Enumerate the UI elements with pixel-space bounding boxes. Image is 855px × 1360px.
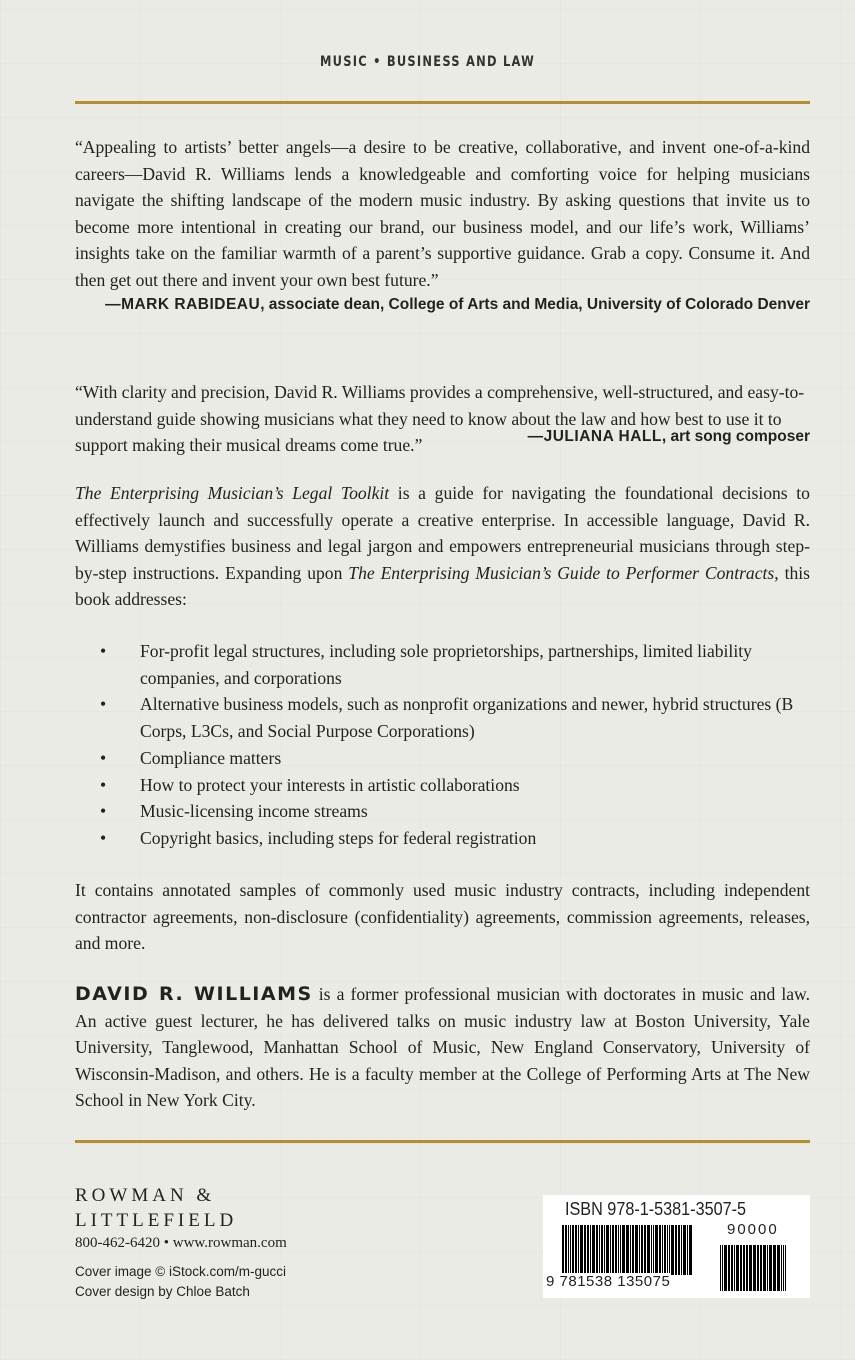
publisher-line-2: LITTLEFIELD [75, 1210, 238, 1231]
barcode-bar [592, 1225, 595, 1275]
cover-image-credit: Cover image © iStock.com/m-gucci [75, 1264, 287, 1279]
barcode-bar [618, 1225, 619, 1275]
blurb-attribution-1 [75, 296, 810, 314]
barcode-bar [736, 1245, 739, 1291]
barcode-bar [683, 1225, 686, 1275]
credits [75, 1262, 286, 1302]
barcode-bar [659, 1225, 661, 1275]
barcode-bar [565, 1225, 567, 1275]
barcode-bar [604, 1225, 605, 1275]
barcode-bar [687, 1225, 688, 1275]
barcode-bar [590, 1225, 591, 1275]
barcode-bar [757, 1245, 759, 1291]
barcode-bar [651, 1225, 652, 1275]
isbn-text: ISBN 978-1-5381-3507-5 [565, 1199, 747, 1219]
barcode-bar [664, 1225, 666, 1275]
barcode-bar [641, 1225, 643, 1275]
barcode-bar [632, 1225, 634, 1275]
list-item: • Alternative business models, such as nonprofit organizations and newer, hybrid structures (B Corps, L3Cs, and Social Purpose Corporations) [100, 691, 810, 744]
list-item: • Copyright basics, including steps for federal registration [100, 825, 810, 852]
barcode-bar [655, 1225, 658, 1275]
barcode-bar [575, 1225, 577, 1275]
author-bio [75, 981, 810, 1114]
attribution-name: —JULIANA HALL [527, 428, 662, 445]
barcode-bar [570, 1225, 571, 1275]
description-text-end: , this book addresses: [75, 562, 810, 609]
barcode-bar [728, 1245, 730, 1291]
bio-text: is a former professional musician with doctorates in music and law. An active guest lecturer, he has delivered talks on music industry law at Boston University, Yale University, Tanglewood, Manhattan School of Music, New England Conservatory, University of Wisconsin-Madison, and others. He is a faculty member at the College of Performing Arts at The New School in New York City. [75, 984, 810, 1110]
barcode-bar [653, 1225, 654, 1275]
barcode-bar [783, 1245, 784, 1291]
barcode-bar [667, 1225, 668, 1275]
barcode-bar [675, 1225, 677, 1275]
barcode-bar [681, 1225, 682, 1275]
barcode-bar [781, 1245, 782, 1291]
barcode-bar [724, 1245, 727, 1291]
barcode-bar [662, 1225, 663, 1275]
book-title: The Enterprising Musician’s Legal Toolkit [75, 483, 390, 503]
list-item: • How to protect your interests in artistic collaborations [100, 772, 810, 799]
prior-book-title: The Enterprising Musician’s Guide to Performer Contracts [348, 562, 775, 583]
attribution-name: —MARK RABIDEAU [105, 296, 261, 313]
barcode-bar [753, 1245, 756, 1291]
barcode-bar [722, 1245, 723, 1291]
barcode-bar [639, 1225, 640, 1275]
list-item: • Music-licensing income streams [100, 798, 810, 825]
isbn-barcode [543, 1195, 810, 1298]
attribution-role: , art song composer [661, 428, 810, 445]
barcode-bar [773, 1245, 776, 1291]
gold-divider-bottom [75, 1140, 810, 1143]
barcode-addon-digits: 90000 [727, 1221, 779, 1238]
barcode-bar [584, 1225, 586, 1275]
barcode-bar [734, 1245, 735, 1291]
barcode-bar [746, 1245, 748, 1291]
barcode-bar [760, 1245, 762, 1291]
barcode-bar [596, 1225, 598, 1275]
barcode-bar [580, 1225, 583, 1275]
description-text: is a guide for navigating the foundational decisions to effectively launch and successfully operate a creative enterprise. In accessible language, David R. Williams demystifies business and legal jargon and empowers entrepreneurial musicians through step-by-step instructions. Expanding upon [75, 483, 810, 583]
author-name: DAVID R. WILLIAMS [75, 983, 313, 1005]
barcode-bar [612, 1225, 614, 1275]
barcode-bar [731, 1245, 733, 1291]
blurb-quote-1: “Appealing to artists’ better angels—a desire to be creative, collaborative, and invent one-of-a-kind careers—David R. Williams lends a knowledgeable and comforting voice for helping musicians navigate the shifting landscape of the modern music industry. By asking questions that invite us to become more intentional in creating our brand, our business model, and our life’s work, Williams’ insights take on the familiar warmth of a parent’s supportive guidance. Grab a copy. Consume it. And then get out there and invent your own best future.” [75, 137, 810, 290]
barcode-bar [601, 1225, 603, 1275]
barcode-bar [785, 1245, 786, 1291]
barcode-bar [615, 1225, 617, 1275]
barcode-bar [578, 1225, 579, 1275]
barcode-bar [622, 1225, 625, 1275]
ean-digits: 9 781538 135075 [546, 1273, 671, 1290]
list-item: • Compliance matters [100, 745, 810, 772]
description-paragraph [75, 480, 810, 613]
barcode-bar [562, 1225, 564, 1275]
barcode-bar [635, 1225, 638, 1275]
publisher-line-1: ROWMAN & [75, 1185, 216, 1206]
barcode-bar [669, 1225, 670, 1275]
contents-paragraph: It contains annotated samples of commonly used music industry contracts, including independent contractor agreements, non-disclosure (confidentiality) agreements, commission agreements, releases, and more. [75, 880, 810, 953]
barcode-bar [647, 1225, 650, 1275]
barcode-bar [599, 1225, 600, 1275]
blurb-attribution-2 [75, 428, 810, 446]
barcode-bar [610, 1225, 611, 1275]
barcode-bar [749, 1245, 752, 1291]
blurb-quote-2: “With clarity and precision, David R. Williams provides a comprehensive, well-structured, and easy-to-understand guide showing musicians what they need to know about the law and how best to use it to support making their musical dreams come true.” [75, 382, 805, 455]
barcode-bar [763, 1245, 766, 1291]
barcode-bar [740, 1245, 742, 1291]
cover-design-credit: Cover design by Chloe Batch [75, 1284, 250, 1299]
barcode-bars [562, 1225, 702, 1275]
attribution-role: , associate dean, College of Arts and Media, University of Colorado Denver [260, 296, 810, 313]
barcode-bar [769, 1245, 772, 1291]
series-label: MUSIC • BUSINESS AND LAW [319, 54, 535, 70]
list-item: • For-profit legal structures, including sole proprietorships, partnerships, limited liability companies, and corporations [100, 638, 810, 691]
topics-list [100, 638, 810, 852]
barcode-bar [671, 1225, 674, 1275]
barcode-bar [572, 1225, 574, 1275]
barcode-bar [630, 1225, 631, 1275]
barcode-bar [644, 1225, 646, 1275]
barcode-addon-bars [720, 1245, 790, 1291]
barcode-bar [568, 1225, 569, 1275]
gold-divider-top [75, 101, 810, 104]
barcode-bar [678, 1225, 680, 1275]
barcode-bar [587, 1225, 589, 1275]
barcode-bar [767, 1245, 768, 1291]
barcode-bar [689, 1225, 692, 1275]
barcode-bar [720, 1245, 721, 1291]
publisher-contact: 800-462-6420 • www.rowman.com [75, 1235, 287, 1251]
barcode-bar [606, 1225, 609, 1275]
publisher-logo [75, 1183, 237, 1233]
barcode-bar [620, 1225, 621, 1275]
barcode-bar [777, 1245, 780, 1291]
barcode-bar [743, 1245, 745, 1291]
barcode-bar [626, 1225, 629, 1275]
